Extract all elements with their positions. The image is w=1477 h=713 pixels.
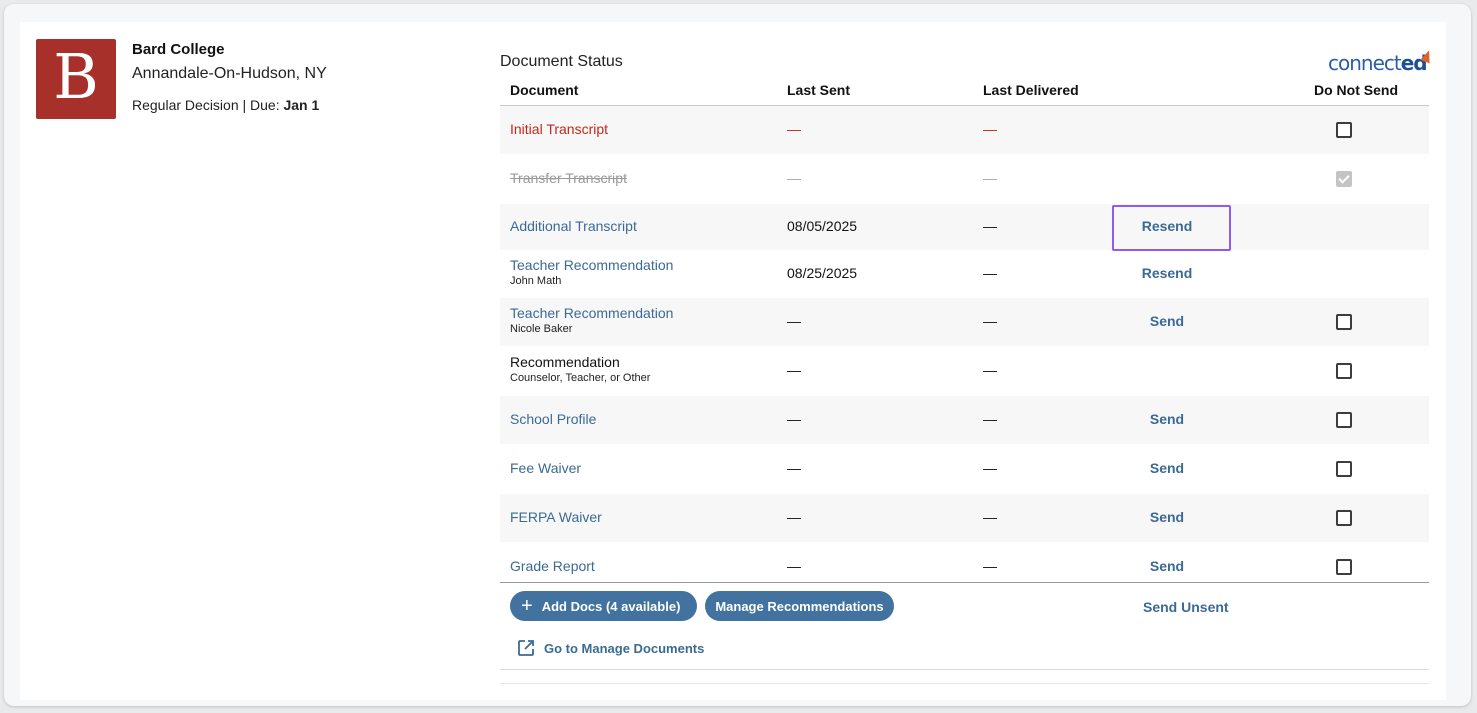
- document-status-table: [500, 79, 1429, 592]
- last-sent-value: —: [787, 170, 801, 186]
- table-row: [500, 298, 1429, 347]
- do-not-send-checkbox[interactable]: [1336, 510, 1352, 526]
- document-name[interactable]: Additional Transcript: [510, 218, 637, 234]
- col-document: Document: [510, 82, 579, 98]
- col-last-sent: Last Sent: [787, 82, 851, 98]
- do-not-send-checkbox[interactable]: [1336, 363, 1352, 379]
- document-name[interactable]: FERPA Waiver: [510, 509, 602, 525]
- last-delivered-value: —: [983, 460, 997, 476]
- last-delivered-value: —: [983, 509, 997, 525]
- document-name: Transfer Transcript: [510, 170, 627, 186]
- go-to-manage-documents-link[interactable]: [517, 639, 704, 657]
- last-sent-value: 08/25/2025: [787, 265, 858, 281]
- college-name: Bard College: [132, 41, 225, 58]
- send-button[interactable]: Send: [1149, 411, 1185, 427]
- table-row: [500, 543, 1429, 592]
- last-sent-value: —: [787, 362, 801, 378]
- last-delivered-value: —: [983, 362, 997, 378]
- last-sent-value: —: [787, 313, 801, 329]
- table-body: [500, 106, 1429, 592]
- last-sent-value: —: [787, 121, 801, 137]
- table-footer-divider: [500, 582, 1429, 583]
- college-logo: [36, 39, 116, 119]
- do-not-send-checkbox[interactable]: [1336, 412, 1352, 428]
- add-docs-button[interactable]: [510, 591, 697, 621]
- table-row: [500, 494, 1429, 543]
- bottom-divider-2: [500, 683, 1429, 684]
- do-not-send-checkbox[interactable]: [1336, 314, 1352, 330]
- college-card: [20, 22, 1446, 700]
- document-name[interactable]: School Profile: [510, 411, 597, 427]
- document-name[interactable]: Fee Waiver: [510, 460, 582, 476]
- do-not-send-checkbox: [1336, 171, 1352, 187]
- send-button[interactable]: Send: [1149, 509, 1185, 525]
- resend-focus-highlight: [1112, 205, 1231, 251]
- college-location: Annandale-On-Hudson, NY: [132, 65, 327, 82]
- last-sent-value: —: [787, 558, 801, 574]
- connected-logo: [1328, 52, 1432, 76]
- table-row: [500, 155, 1429, 204]
- table-row: [500, 204, 1429, 251]
- external-link-icon: [517, 639, 535, 657]
- decision-deadline: [132, 97, 319, 113]
- plus-icon: +: [521, 595, 533, 617]
- last-delivered-value: —: [983, 313, 997, 329]
- document-subtitle: Nicole Baker: [510, 323, 573, 335]
- last-delivered-value: —: [983, 265, 997, 281]
- last-delivered-value: —: [983, 170, 997, 186]
- last-sent-value: 08/05/2025: [787, 218, 858, 234]
- college-logo-letter: B: [53, 40, 99, 113]
- last-delivered-value: —: [983, 218, 997, 234]
- document-name[interactable]: Teacher Recommendation: [510, 257, 674, 273]
- send-unsent-link[interactable]: Send Unsent: [1143, 599, 1229, 615]
- manage-recommendations-button[interactable]: [705, 591, 894, 621]
- add-docs-label: Add Docs (4 available): [541, 598, 681, 614]
- col-last-delivered: Last Delivered: [983, 82, 1079, 98]
- document-status-title: Document Status: [500, 53, 623, 70]
- document-name: Recommendation: [510, 354, 620, 370]
- table-row: [500, 347, 1429, 396]
- do-not-send-checkbox[interactable]: [1336, 461, 1352, 477]
- go-to-manage-documents-label: Go to Manage Documents: [544, 640, 705, 656]
- last-delivered-value: —: [983, 411, 997, 427]
- col-do-not-send: Do Not Send: [1314, 82, 1398, 98]
- table-row: [500, 106, 1429, 155]
- send-button[interactable]: Send: [1149, 460, 1185, 476]
- table-row: [500, 445, 1429, 494]
- bottom-divider: [500, 669, 1429, 670]
- brand-main: connect: [1328, 51, 1401, 75]
- document-subtitle: John Math: [510, 275, 562, 287]
- send-button[interactable]: Send: [1149, 313, 1185, 329]
- do-not-send-checkbox[interactable]: [1336, 559, 1352, 575]
- window-frame: [4, 4, 1471, 706]
- table-row: [500, 251, 1429, 298]
- table-row: [500, 396, 1429, 445]
- last-sent-value: —: [787, 460, 801, 476]
- send-button[interactable]: Send: [1149, 558, 1185, 574]
- last-delivered-value: —: [983, 558, 997, 574]
- resend-button[interactable]: Resend: [1141, 218, 1193, 234]
- document-name: Initial Transcript: [510, 121, 609, 137]
- document-subtitle: Counselor, Teacher, or Other: [510, 372, 651, 384]
- table-header: [500, 79, 1429, 106]
- do-not-send-checkbox[interactable]: [1336, 122, 1352, 138]
- decision-label: Regular Decision | Due:: [132, 97, 284, 113]
- brand-suffix: ed: [1400, 51, 1427, 75]
- last-delivered-value: —: [983, 121, 997, 137]
- manage-recommendations-label: Manage Recommendations: [715, 598, 884, 614]
- document-name[interactable]: Grade Report: [510, 558, 595, 574]
- last-sent-value: —: [787, 509, 801, 525]
- due-date: Jan 1: [283, 97, 320, 113]
- connected-logo-text: [1328, 52, 1427, 74]
- last-sent-value: —: [787, 411, 801, 427]
- document-name[interactable]: Teacher Recommendation: [510, 305, 674, 321]
- resend-button[interactable]: Resend: [1141, 265, 1193, 281]
